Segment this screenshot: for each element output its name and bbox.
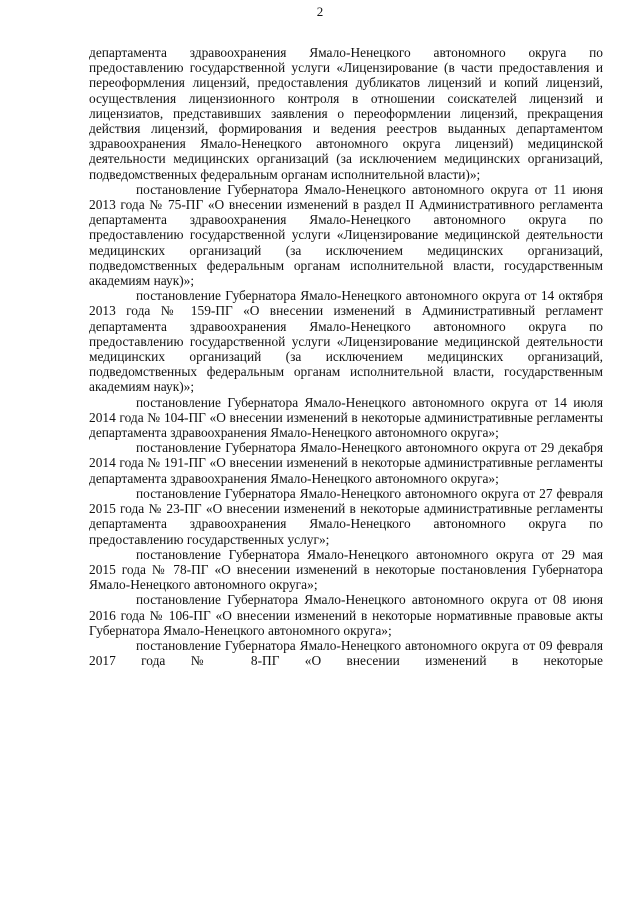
paragraph-continuation: департамента здравоохранения Ямало-Ненецкого автономного округа по предоставлению государственной услуги «Лицензирование (в части предоставления и переоформления лицензий, предоставления дубликатов лицензий и копий лицензий, осуществления лицензионного контроля в отношении соискателей лицензий и лицензиатов, представивших заявления о переоформлении лицензий, прекращения действия лицензий, формирования и ведения реестров выданных департаментом здравоохранения Ямало-Ненецкого автономного округа лицензий) медицинской деятельности медицинских организаций (за исключением медицинских организаций, подведомственных федеральным органам исполнительной власти)»; — [89, 45, 603, 182]
paragraph-decree-106: постановление Губернатора Ямало-Ненецкого автономного округа от 08 июня 2016 года № 106-ПГ «О внесении изменений в некоторые нормативные правовые акты Губернатора Ямало-Ненецкого автономного округа»; — [89, 592, 603, 638]
page-number: 2 — [316, 4, 324, 19]
paragraph-decree-104: постановление Губернатора Ямало-Ненецкого автономного округа от 14 июля 2014 года № 104-ПГ «О внесении изменений в некоторые административные регламенты департамента здравоохранения Ямало-Ненецкого автономного округа»; — [89, 394, 603, 441]
paragraph-decree-191: постановление Губернатора Ямало-Ненецкого автономного округа от 29 декабря 2014 года № 191-ПГ «О внесении изменений в некоторые административные регламенты департамента здравоохранения Ямало-Ненецкого автономного округа»; — [89, 440, 603, 486]
paragraph-decree-78: постановление Губернатора Ямало-Ненецкого автономного округа от 29 мая 2015 года № 78-ПГ «О внесении изменений в некоторые постановления Губернатора Ямало-Ненецкого автономного округа»; — [89, 546, 603, 593]
paragraph-decree-8: постановление Губернатора Ямало-Ненецкого автономного округа от 09 февраля 2017 года № 8-ПГ «О внесении изменений в некоторые — [89, 637, 603, 669]
document-body — [89, 45, 603, 668]
paragraph-decree-75: постановление Губернатора Ямало-Ненецкого автономного округа от 11 июня 2013 года № 75-ПГ «О внесении изменений в раздел II Административного регламента департамента здравоохранения Ямало-Ненецкого автономного округа по предоставлению государственной услуги «Лицензирование медицинской деятельности медицинских организаций (за исключением медицинских организаций, подведомственных федеральным органам исполнительной власти, государственным академиям наук)»; — [89, 181, 603, 289]
paragraph-decree-159: постановление Губернатора Ямало-Ненецкого автономного округа от 14 октября 2013 года № 159-ПГ «О внесении изменений в Административный регламент департамента здравоохранения Ямало-Ненецкого автономного округа по предоставлению государственной услуги «Лицензирование медицинской деятельности медицинских организаций (за исключением медицинских организаций, подведомственных федеральным органам исполнительной власти, государственным академиям наук)»; — [89, 288, 603, 395]
paragraph-decree-23: постановление Губернатора Ямало-Ненецкого автономного округа от 27 февраля 2015 года № 23-ПГ «О внесении изменений в некоторые административные регламенты департамента здравоохранения Ямало-Ненецкого автономного округа по предоставлению государственных услуг»; — [89, 485, 603, 547]
